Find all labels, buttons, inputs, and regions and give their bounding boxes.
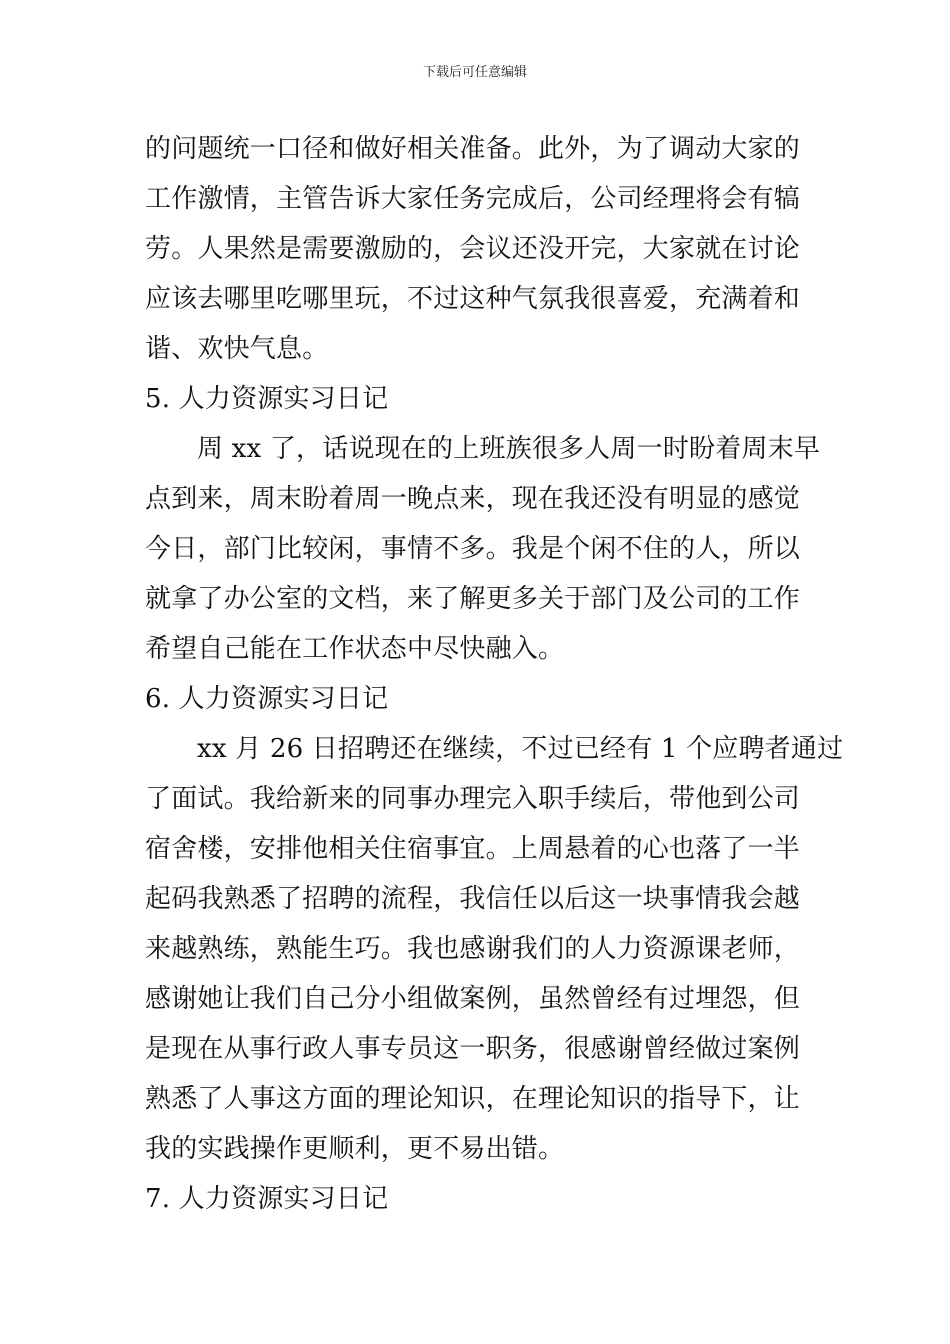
text-line: 的问题统一口径和做好相关准备。此外，为了调动大家的 (145, 134, 801, 164)
text-line: 工作激情，主管告诉大家任务完成后，公司经理将会有犒 (145, 184, 801, 214)
text-line: 点到来，周末盼着周一晚点来，现在我还没有明显的感觉 (145, 484, 801, 514)
text-line: 就拿了办公室的文档，来了解更多关于部门及公司的工作 (145, 584, 801, 614)
section-heading-7: 7. 人力资源实习日记 (145, 1184, 389, 1214)
section-heading-6: 6. 人力资源实习日记 (145, 684, 389, 714)
document-body (145, 124, 844, 1224)
text-line: 谐、欢快气息。 (145, 334, 329, 364)
text-line: 周 xx 了，话说现在的上班族很多人周一时盼着周末早 (197, 434, 821, 464)
text-line: xx 月 26 日招聘还在继续，不过已经有 1 个应聘者通过 (197, 734, 844, 764)
page-header: 下载后可任意编辑 (422, 65, 527, 80)
diary-entry-5 (145, 424, 821, 674)
text-line: 希望自己能在工作状态中尽快融入。 (145, 634, 565, 664)
text-line: 了面试。我给新来的同事办理完入职手续后，带他到公司 (145, 784, 801, 814)
text-line: 起码我熟悉了招聘的流程，我信任以后这一块事情我会越 (145, 884, 801, 914)
text-line: 是现在从事行政人事专员这一职务，很感谢曾经做过案例 (145, 1034, 801, 1064)
text-line: 劳。人果然是需要激励的，会议还没开完，大家就在讨论 (145, 234, 801, 264)
text-line: 应该去哪里吃哪里玩，不过这种气氛我很喜爱，充满着和 (145, 284, 801, 314)
text-line: 来越熟练，熟能生巧。我也感谢我们的人力资源课老师， (145, 934, 801, 964)
paragraph-continued (145, 124, 810, 374)
section-heading-5: 5. 人力资源实习日记 (145, 384, 389, 414)
text-line: 感谢她让我们自己分小组做案例，虽然曾经有过埋怨，但 (145, 984, 801, 1014)
text-line: 我的实践操作更顺利，更不易出错。 (145, 1134, 565, 1164)
diary-entry-6 (145, 724, 844, 1174)
text-line: 熟悉了人事这方面的理论知识，在理论知识的指导下，让 (145, 1084, 801, 1114)
text-line: 今日，部门比较闲，事情不多。我是个闲不住的人，所以 (145, 534, 801, 564)
text-line: 宿舍楼，安排他相关住宿事宜。上周悬着的心也落了一半 (145, 834, 801, 864)
